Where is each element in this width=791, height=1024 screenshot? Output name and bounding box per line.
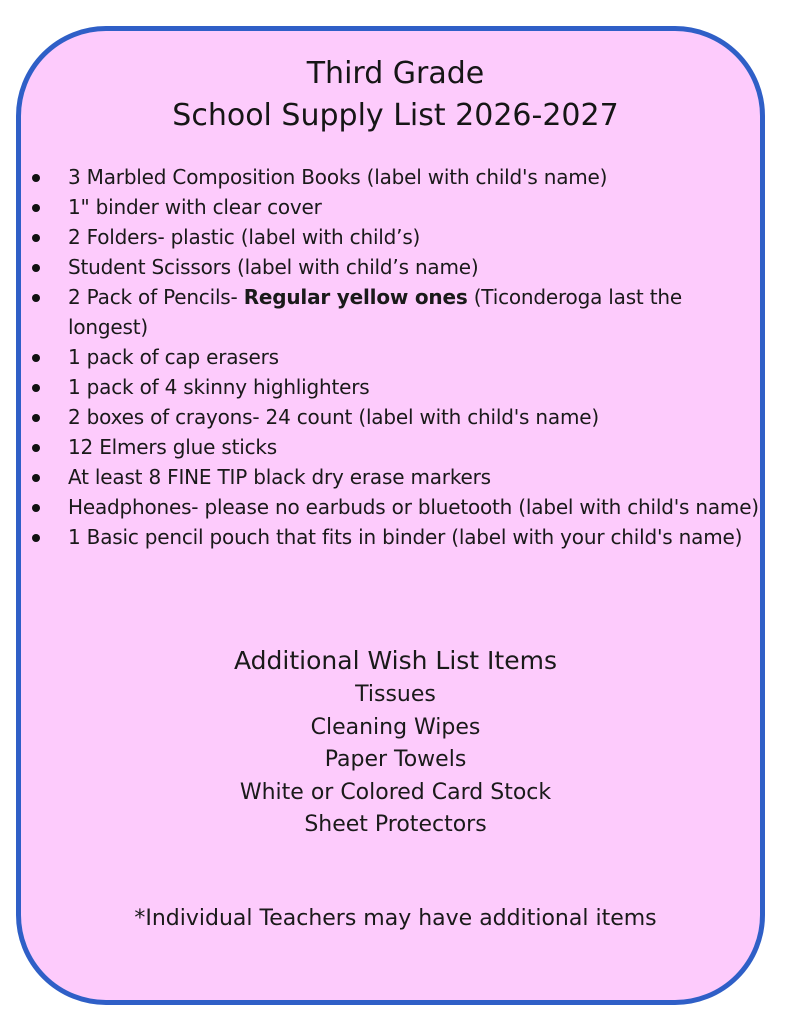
list-item-text: 2 Folders- plastic (label with child’s): [68, 225, 421, 249]
list-item-text: 1 pack of 4 skinny highlighters: [68, 375, 370, 399]
list-item-text: 12 Elmers glue sticks: [68, 435, 277, 459]
wish-list-item: Sheet Protectors: [304, 812, 487, 837]
list-item: [0, 402, 791, 432]
list-item: [0, 462, 791, 492]
wish-list-heading: Additional Wish List Items: [234, 646, 557, 675]
list-item-text: Headphones- please no earbuds or bluetooth (label with child's name): [68, 495, 759, 519]
list-item: [0, 342, 791, 372]
bullet-icon: [32, 354, 40, 362]
wish-list-item: Cleaning Wipes: [310, 714, 481, 740]
bullet-icon: [32, 234, 40, 242]
list-item-text: Student Scissors (label with child’s name): [68, 255, 479, 279]
bullet-icon: [32, 444, 40, 452]
list-item-text: 1 pack of cap erasers: [68, 345, 279, 369]
bullet-icon: [32, 294, 40, 302]
list-item-text: 1 Basic pencil pouch that fits in binder (label with your child's name): [68, 525, 743, 549]
wish-list-item: Paper Towels: [324, 747, 467, 772]
list-item-text: (Ticonderoga last the longest): [68, 285, 682, 339]
list-item-emphasis: Regular yellow ones: [243, 285, 468, 309]
page-title-list: School Supply List 2026-2027: [172, 98, 619, 133]
bullet-icon: [32, 264, 40, 272]
list-item: [0, 222, 791, 252]
list-item-text: 1" binder with clear cover: [68, 195, 322, 219]
wish-list-item: White or Colored Card Stock: [239, 779, 552, 805]
list-item: [0, 192, 791, 222]
wish-list-item: Tissues: [355, 682, 436, 707]
bullet-icon: [32, 204, 40, 212]
list-item: [0, 282, 791, 342]
list-item: [0, 492, 791, 522]
bullet-icon: [32, 504, 40, 512]
wish-list: [0, 679, 791, 842]
list-item: [0, 252, 791, 282]
list-item-text: 2 Pack of Pencils-: [68, 285, 244, 309]
list-item: [0, 372, 791, 402]
bullet-icon: [32, 174, 40, 182]
page-title-grade: Third Grade: [306, 56, 485, 91]
list-item: [0, 162, 791, 192]
list-item-text: 3 Marbled Composition Books (label with child's name): [68, 165, 608, 189]
bullet-icon: [32, 384, 40, 392]
list-item-text: 2 boxes of crayons- 24 count (label with child's name): [68, 405, 599, 429]
list-item: [0, 432, 791, 462]
bullet-icon: [32, 414, 40, 422]
bullet-icon: [32, 534, 40, 542]
supply-list: [0, 162, 791, 552]
footnote: *Individual Teachers may have additional items: [134, 906, 657, 931]
bullet-icon: [32, 474, 40, 482]
list-item-text: At least 8 FINE TIP black dry erase markers: [68, 465, 491, 489]
list-item: [0, 522, 791, 552]
